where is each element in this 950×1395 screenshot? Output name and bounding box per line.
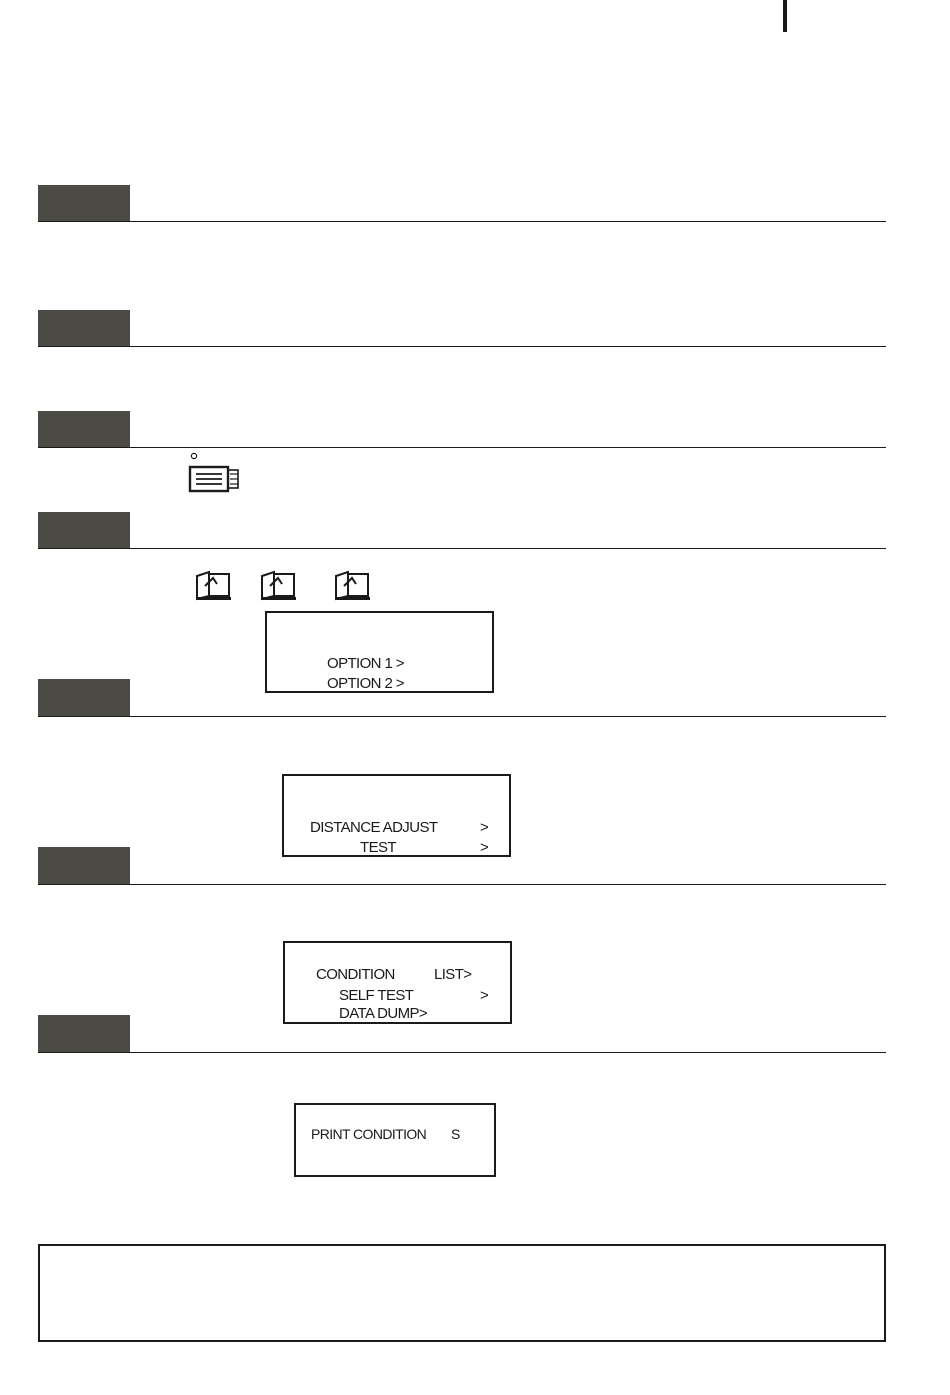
menu-key-icon <box>332 568 374 607</box>
lcd-print-condition: PRINT CONDITION <box>311 1126 427 1142</box>
lcd-display-option-menu <box>282 774 511 857</box>
step-bar-5 <box>38 679 130 716</box>
step-bar-7 <box>38 1015 130 1052</box>
lcd-option-1: OPTION 1 > <box>327 655 404 672</box>
step-rule-6 <box>38 884 886 885</box>
step-bar-3 <box>38 411 130 448</box>
menu-key-icon <box>258 568 300 607</box>
step-rule-1 <box>38 221 886 222</box>
lcd-data-dump: DATA DUMP> <box>339 1005 428 1022</box>
step-rule-5 <box>38 716 886 717</box>
lcd-distance-adjust-arrow: > <box>480 819 489 836</box>
lcd-self-test: SELF TEST <box>339 987 414 1004</box>
lcd-option-2: OPTION 2 > <box>327 675 404 692</box>
lcd-distance-adjust: DISTANCE ADJUST <box>310 819 438 836</box>
step-bar-6 <box>38 847 130 884</box>
lcd-condition-list: LIST> <box>434 966 472 983</box>
lcd-test-arrow: > <box>480 839 489 856</box>
step-rule-3 <box>38 447 886 448</box>
step-bar-1 <box>38 185 130 222</box>
lcd-self-test-arrow: > <box>480 987 489 1004</box>
note-box <box>38 1244 886 1342</box>
step-bar-4 <box>38 512 130 549</box>
lcd-condition: CONDITION <box>316 966 395 983</box>
lcd-display-print-condition <box>294 1103 496 1177</box>
lcd-display-options <box>265 611 494 693</box>
menu-key-icon <box>193 568 235 607</box>
step-bar-2 <box>38 310 130 347</box>
top-margin-rule <box>783 0 787 32</box>
step-rule-7 <box>38 1052 886 1053</box>
step-rule-2 <box>38 346 886 347</box>
lcd-display-test-menu <box>283 941 512 1024</box>
panel-button-icon <box>188 452 244 499</box>
lcd-test: TEST <box>360 839 396 856</box>
step-rule-4 <box>38 548 886 549</box>
lcd-print-condition-suffix: S <box>451 1126 460 1142</box>
